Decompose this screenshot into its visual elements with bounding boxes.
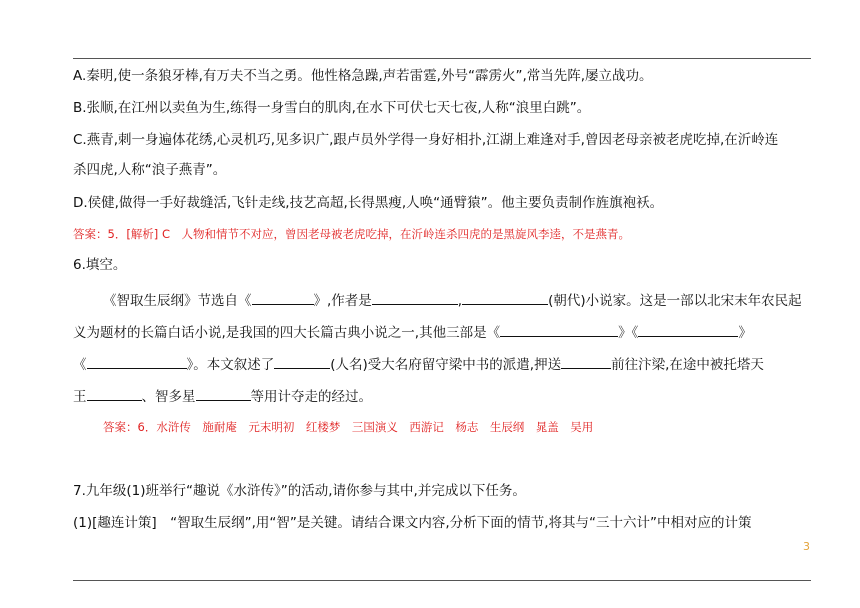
blank-dynasty (462, 291, 548, 305)
question-6-line4 (73, 387, 818, 406)
blank-book (252, 291, 314, 305)
option-c-line2: 杀四虎,人称“浪子燕青”。 (73, 162, 227, 178)
page-number: 3 (803, 540, 810, 553)
option-b: B.张顺,在江州以卖鱼为生,练得一身雪白的肌肉,在水下可伏七天七夜,人称“浪里白跳”。 (73, 100, 591, 116)
blank-person (274, 355, 330, 369)
bottom-rule (73, 580, 811, 581)
option-c-line1: C.燕青,刺一身遍体花绣,心灵机巧,见多识广,跟卢员外学得一身好相扑,江湖上难逢对手,曾因老母亲被老虎吃掉,在沂岭连 (73, 132, 779, 148)
q6-text: 《 (73, 357, 87, 373)
q6-text: 》。本文叙述了 (186, 357, 275, 373)
blank-zhiduoxing (196, 387, 251, 401)
top-rule (73, 58, 811, 59)
q6-text: (人名)受大名府留守梁中书的派遣,押送 (330, 357, 562, 373)
blank-author (372, 291, 458, 305)
question-6-line3 (73, 355, 818, 374)
q6-text: (朝代)小说家。这是一部以北宋末年农民起 (548, 293, 802, 309)
option-d: D.侯健,做得一手好裁缝活,飞针走线,技艺高超,长得黑瘦,人唤“通臂猿”。他主要负责制作旌旗袍袄。 (73, 195, 664, 211)
q6-text: 、智多星 (141, 389, 196, 405)
q6-text: 前往汴梁,在途中被托塔天 (611, 357, 764, 373)
question-7-title: 7.九年级(1)班举行“趣说《水浒传》”的活动,请你参与其中,并完成以下任务。 (73, 483, 526, 499)
q6-text: 等用计夺走的经过。 (250, 389, 372, 405)
q6-text: 》,作者是 (313, 293, 372, 309)
blank-tuota (87, 387, 142, 401)
blank-novel-1 (500, 323, 618, 337)
question-6-line1 (103, 291, 818, 310)
q6-text: 》《 (618, 325, 639, 341)
q6-text: 王 (73, 389, 87, 405)
option-a: A.秦明,使一条狼牙棒,有万夫不当之勇。他性格急躁,声若雷霆,外号“霹雳火”,常当先阵,屡立战功。 (73, 68, 653, 84)
question-6-title: 6.填空。 (73, 257, 127, 273)
q6-text: 义为题材的长篇白话小说,是我国的四大长篇古典小说之一,其他三部是《 (73, 325, 501, 341)
q6-text: 《智取生辰纲》节选自《 (103, 293, 252, 309)
blank-novel-2 (638, 323, 738, 337)
answer-6: 答案：6．水浒传 施耐庵 元末明初 红楼梦 三国演义 西游记 杨志 生辰纲 晁盖 吴用 (103, 420, 594, 434)
q6-text: , (457, 293, 463, 309)
blank-novel-3 (87, 355, 187, 369)
answer-5: 答案：5．[解析] C 人物和情节不对应，曾因老母被老虎吃掉，在沂岭连杀四虎的是黑旋风李逵，不是燕青。 (73, 227, 630, 241)
question-6-line2 (73, 323, 818, 342)
blank-cargo (561, 355, 611, 369)
question-7-sub1: (1)[趣连计策] “智取生辰纲”,用“智”是关键。请结合课文内容,分析下面的情节,将其与“三十六计”中相对应的计策 (73, 515, 752, 531)
q6-text: 》 (738, 325, 752, 341)
